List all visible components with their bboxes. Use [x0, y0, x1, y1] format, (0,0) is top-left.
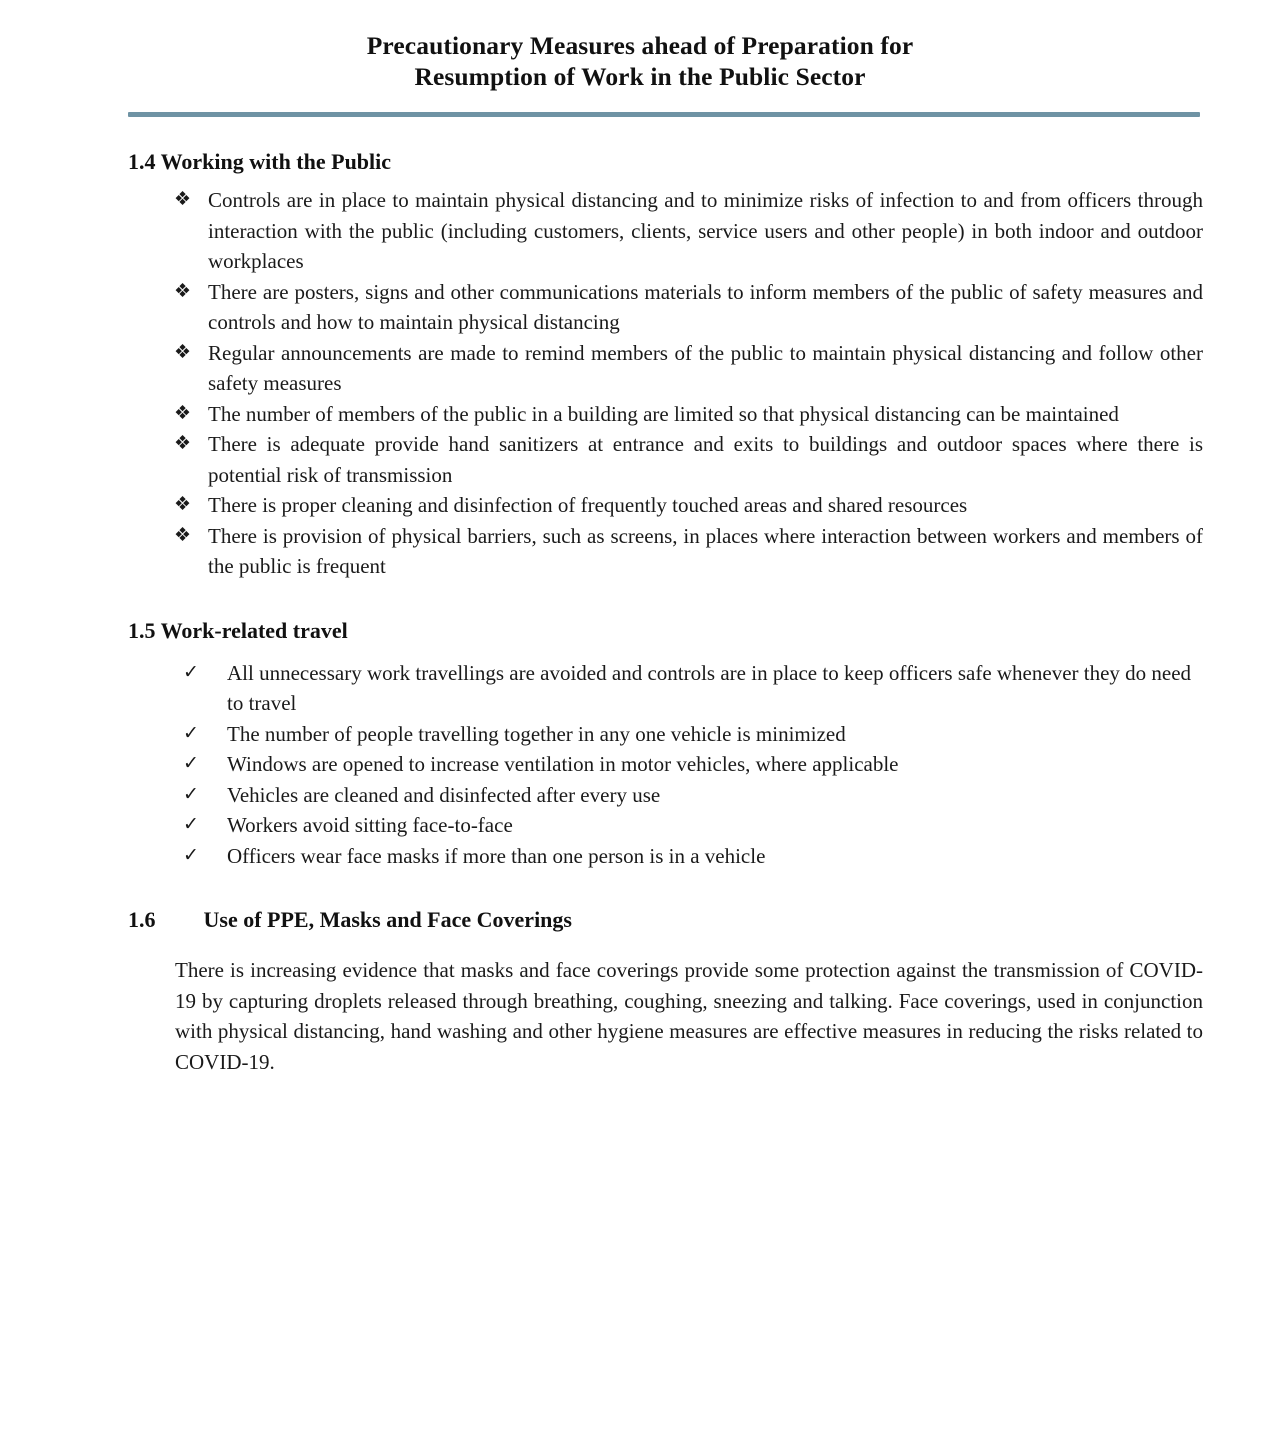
floret-bullet-icon: ❖	[174, 189, 192, 210]
section-heading-1-4: 1.4 Working with the Public	[128, 149, 392, 174]
list-item-text: There is proper cleaning and disinfection of frequently touched areas and shared resources	[208, 493, 968, 517]
list-item-text: Regular announcements are made to remind members of the public to maintain physical distancing and follow other safety measures	[208, 340, 1203, 395]
list-item	[183, 749, 1203, 780]
check-mark-icon: ✓	[183, 753, 199, 774]
section-1-4-list	[0, 185, 1280, 582]
list-item-text: The number of people travelling together in any one vehicle is minimized	[227, 721, 846, 746]
page-title-line-2: Resumption of Work in the Public Sector	[414, 62, 866, 91]
list-item	[174, 338, 1203, 399]
page-title	[0, 0, 1280, 92]
list-item-text: Windows are opened to increase ventilation in motor vehicles, where applicable	[227, 752, 899, 776]
title-divider-rule	[128, 112, 1200, 117]
list-item	[183, 810, 1203, 841]
section-1-5-list	[0, 658, 1280, 872]
list-item	[183, 780, 1203, 811]
list-item-text: Workers avoid sitting face-to-face	[227, 813, 513, 837]
floret-bullet-icon: ❖	[174, 433, 192, 454]
section-heading-1-5: 1.5 Work-related travel	[128, 617, 348, 643]
floret-bullet-icon: ❖	[174, 280, 192, 302]
floret-bullet-icon: ❖	[174, 402, 192, 424]
section-1-6-paragraph: There is increasing evidence that masks and face coverings provide some protection against the transmission of COVID-19 by capturing droplets released through breathing, coughing, sneezing and talking. Face coverings, used in conjunction with physical distancing, hand washing and other hygiene measures are effective measures in reducing the risks related to COVID-19.	[175, 958, 1203, 1074]
floret-bullet-icon: ❖	[174, 341, 192, 363]
section-heading-1-6	[128, 907, 1280, 933]
check-mark-icon: ✓	[183, 844, 199, 866]
list-item	[174, 490, 1203, 521]
check-mark-icon: ✓	[183, 661, 199, 683]
floret-bullet-icon: ❖	[174, 524, 192, 546]
list-item-text: The number of members of the public in a building are limited so that physical distancing can be maintained	[208, 401, 1119, 426]
list-item	[174, 399, 1203, 430]
check-mark-icon: ✓	[183, 783, 199, 805]
page-title-line-1: Precautionary Measures ahead of Preparation for	[366, 31, 914, 60]
list-item	[183, 658, 1203, 719]
list-item	[174, 277, 1203, 338]
list-item-text: There is provision of physical barriers, such as screens, in places where interaction between workers and members of the public is frequent	[208, 523, 1203, 578]
list-item-text: All unnecessary work travellings are avoided and controls are in place to keep officers safe whenever they do need to travel	[227, 660, 1192, 715]
section-heading-1-6-text: Use of PPE, Masks and Face Coverings	[203, 907, 572, 932]
list-item-text: Vehicles are cleaned and disinfected after every use	[227, 782, 661, 807]
list-item	[174, 429, 1203, 490]
list-item	[183, 841, 1203, 872]
list-item-text: There is adequate provide hand sanitizers at entrance and exits to buildings and outdoor spaces where there is potential risk of transmission	[208, 432, 1203, 487]
check-mark-icon: ✓	[183, 722, 199, 744]
list-item-text: Controls are in place to maintain physical distancing and to minimize risks of infection to and from officers through interaction with the public (including customers, clients, service users and other people) in both indoor and outdoor workplaces	[208, 188, 1203, 273]
floret-bullet-icon: ❖	[174, 494, 192, 515]
section-number-1-6: 1.6	[128, 907, 156, 932]
list-item-text: Officers wear face masks if more than one person is in a vehicle	[227, 843, 766, 868]
list-item	[174, 521, 1203, 582]
list-item	[174, 185, 1203, 277]
check-mark-icon: ✓	[183, 814, 199, 835]
list-item	[183, 719, 1203, 750]
list-item-text: There are posters, signs and other communications materials to inform members of the public of safety measures and controls and how to maintain physical distancing	[208, 279, 1203, 334]
